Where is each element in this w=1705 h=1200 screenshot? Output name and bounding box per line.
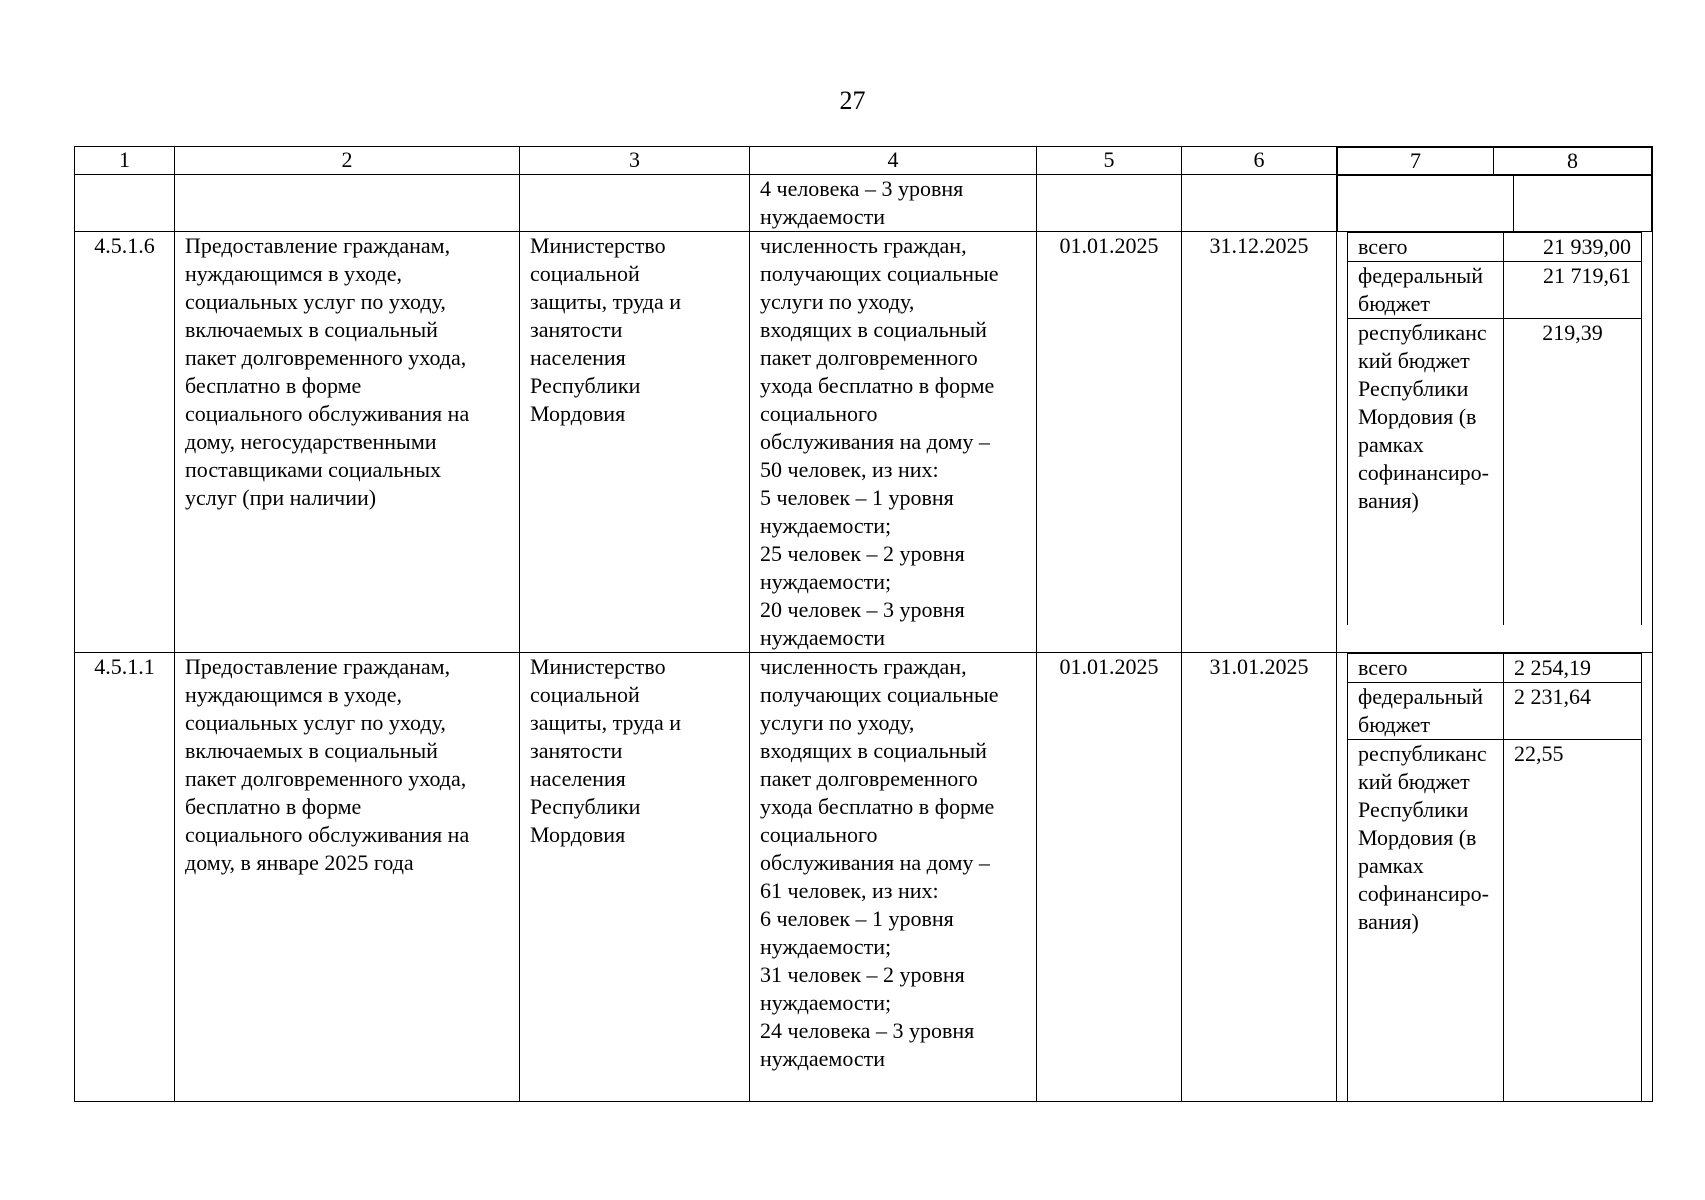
row-start-date: 01.01.2025 [1037,653,1182,1102]
funding-source: федеральный бюджет [1348,683,1504,740]
row-code: 4.5.1.6 [75,232,175,653]
table-row [75,653,1653,1102]
funding-amount: 2 254,19 [1504,654,1642,683]
row-end-date: 31.01.2025 [1182,653,1337,1102]
continuation-start-cell [1037,175,1182,232]
table-row [75,232,1653,653]
row-executor: Министерство социальной защиты, труда и занятости населения Республики Мордовия [520,653,750,1102]
row-start-date: 01.01.2025 [1037,232,1182,653]
continuation-description-cell [175,175,520,232]
column-header-4: 4 [750,147,1037,175]
funding-row [1348,654,1642,683]
column-header-2: 2 [175,147,520,175]
row-funding [1337,653,1653,1102]
funding-row [1348,740,1642,1102]
funding-row [1348,319,1642,626]
continuation-code-cell [75,175,175,232]
page-number: 27 [839,86,866,115]
row-description: Предоставление гражданам, нуждающимся в уходе, социальных услуг по уходу, включаемых в социальный пакет долговременного ухода, бесплатно в форме социального обслуживания на дому, негосударственными поставщиками социальных услуг (при наличии) [175,232,520,653]
table-header-row [75,147,1653,175]
funding-row [1348,233,1642,262]
funding-amount: 21 939,00 [1504,233,1642,262]
funding-row [1348,683,1642,740]
row-executor: Министерство социальной защиты, труда и занятости населения Республики Мордовия [520,232,750,653]
funding-amount: 2 231,64 [1504,683,1642,740]
continuation-end-cell [1182,175,1337,232]
row-description: Предоставление гражданам, нуждающимся в уходе, социальных услуг по уходу, включаемых в социальный пакет долговременного ухода, бесплатно в форме социального обслуживания на дому, в январе 2025 года [175,653,520,1102]
funding-amount: 219,39 [1504,319,1642,626]
funding-amount: 22,55 [1504,740,1642,1102]
funding-row [1348,262,1642,319]
column-header-3: 3 [520,147,750,175]
continuation-funding-cell [1337,175,1653,232]
funding-source: всего [1348,233,1504,262]
row-indicator: численность граждан, получающих социальные услуги по уходу, входящих в социальный пакет долговременного ухода бесплатно в форме социального обслуживания на дому – 61 человек, из них: 6 человек – 1 уровня нуждаемости; 31 человек – 2 уровня нуждаемости; 24 человека – 3 уровня нуждаемости [750,653,1037,1102]
row-end-date: 31.12.2025 [1182,232,1337,653]
column-header-8: 8 [1494,148,1652,175]
funding-source: всего [1348,654,1504,683]
funding-source: федеральный бюджет [1348,262,1504,319]
row-indicator: численность граждан, получающих социальные услуги по уходу, входящих в социальный пакет долговременного ухода бесплатно в форме социального обслуживания на дому – 50 человек, из них: 5 человек – 1 уровня нуждаемости; 25 человек – 2 уровня нуждаемости; 20 человек – 3 уровня нуждаемости [750,232,1037,653]
funding-source: республиканс кий бюджет Республики Мордовия (в рамках софинансиро- вания) [1348,740,1504,1102]
table-row-continuation [75,175,1653,232]
continuation-indicator: 4 человека – 3 уровня нуждаемости [760,176,964,229]
program-table [74,146,1653,1102]
column-header-1: 1 [75,147,175,175]
row-code: 4.5.1.1 [75,653,175,1102]
column-header-6: 6 [1182,147,1337,175]
funding-amount: 21 719,61 [1504,262,1642,319]
column-header-7: 7 [1338,148,1494,175]
column-header-5: 5 [1037,147,1182,175]
funding-source: республиканс кий бюджет Республики Мордовия (в рамках софинансиро- вания) [1348,319,1504,626]
continuation-executor-cell [520,175,750,232]
column-header-7-8 [1337,147,1653,175]
row-funding [1337,232,1653,653]
continuation-indicator-cell [750,175,1037,232]
